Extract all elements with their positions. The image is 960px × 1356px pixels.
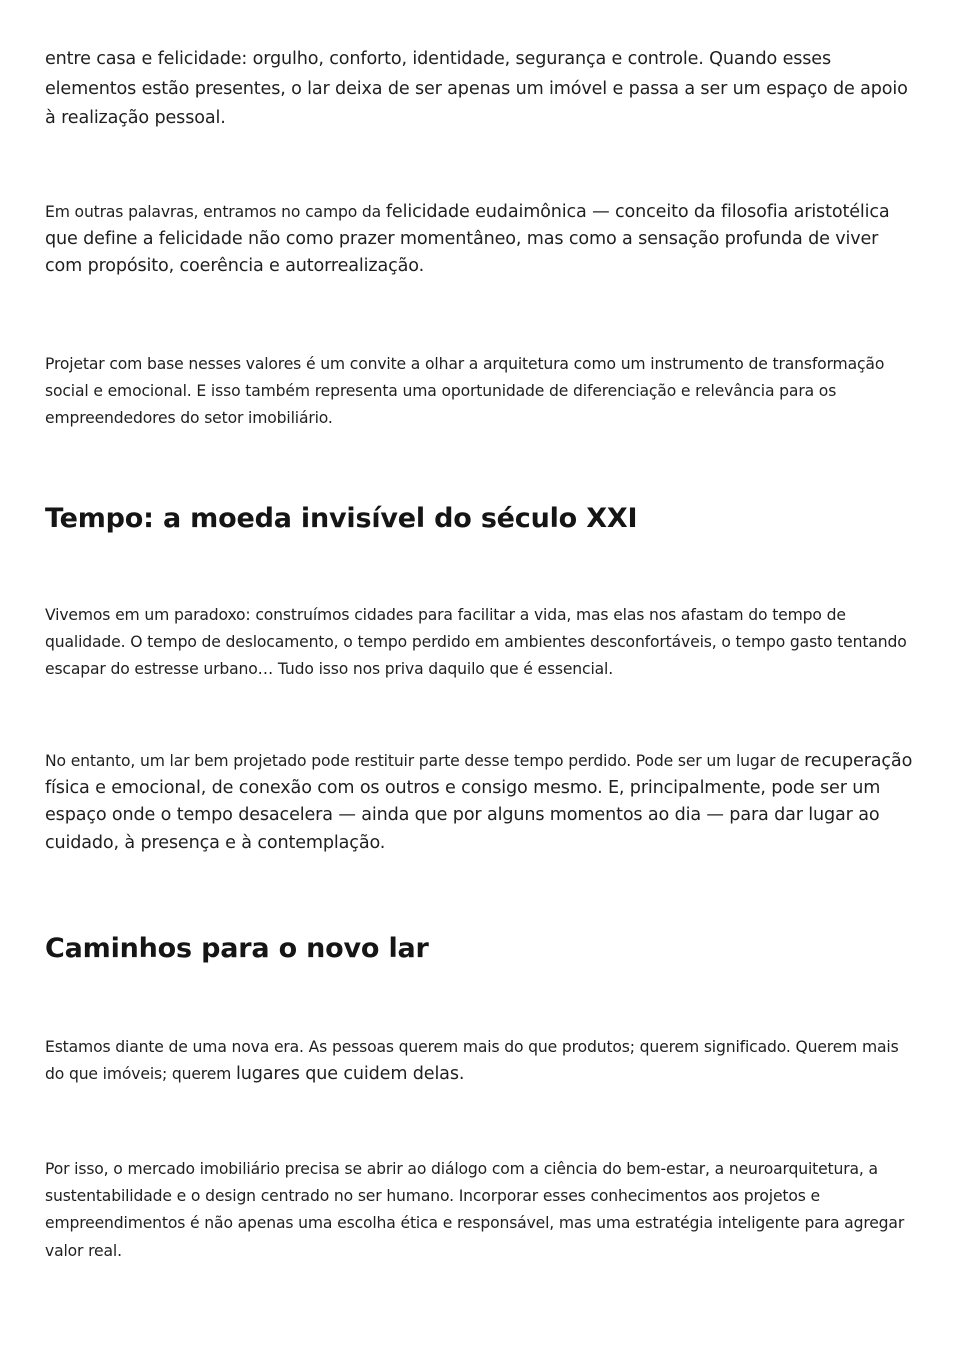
paragraph-felicidade-eudaimonica [45,199,915,281]
paragraph-lar-intro: No entanto, um lar bem projetado pode restituir parte desse tempo perdido. Pode ser um lugar de [45,752,805,770]
paragraph-lar-bem-projetado [45,748,915,857]
paragraph-paradoxo: Vivemos em um paradoxo: construímos cidades para facilitar a vida, mas elas nos afastam do tempo de qualidade. O tempo de deslocamento, o tempo perdido em ambientes desconfortáveis, o tempo gasto tentando escapar do estresse urbano… Tudo isso nos priva daquilo que é essencial. [45,606,907,679]
heading-tempo: Tempo: a moeda invisível do século XXI [45,503,638,534]
paragraph-nova-era-intro: Estamos diante de uma nova era. As pessoas querem mais do que produtos; querem significado. Querem mais do que imóveis; querem [45,1038,899,1084]
paragraph-felicidade-intro: Em outras palavras, entramos no campo da [45,203,386,221]
paragraph-lar-elementos: entre casa e felicidade: orgulho, conforto, identidade, segurança e controle. Quando esses elementos estão presentes, o lar deixa de ser apenas um imóvel e passa a ser um espaço de apoio à realização pessoal. [45,49,908,128]
paragraph-mercado-imobiliario: Por isso, o mercado imobiliário precisa se abrir ao diálogo com a ciência do bem-estar, a neuroarquitetura, a sustentabilidade e o design centrado no ser humano. Incorporar esses conhecimentos aos projetos e empreendimentos é não apenas uma escolha ética e responsável, mas uma estratégia inteligente para agregar valor real. [45,1160,905,1260]
paragraph-nova-era [45,1034,915,1088]
heading-caminhos: Caminhos para o novo lar [45,933,429,964]
paragraph-felicidade-definicao: felicidade eudaimônica — conceito da filosofia aristotélica que define a felicidade não como prazer momentâneo, mas como a sensação profunda de viver com propósito, coerência e autorrealização. [45,202,890,277]
paragraph-projetar-valores: Projetar com base nesses valores é um convite a olhar a arquitetura como um instrumento de transformação social e emocional. E isso também representa uma oportunidade de diferenciação e relevância para os empreendedores do setor imobiliário. [45,355,885,428]
paragraph-nova-era-lugares: lugares que cuidem delas. [236,1064,465,1085]
paragraph-lar-recuperacao: recuperação física e emocional, de conexão com os outros e consigo mesmo. E, principalmente, pode ser um espaço onde o tempo desacelera — ainda que por alguns momentos ao dia — para dar lugar ao cuidado, à presença e à contemplação. [45,751,913,853]
